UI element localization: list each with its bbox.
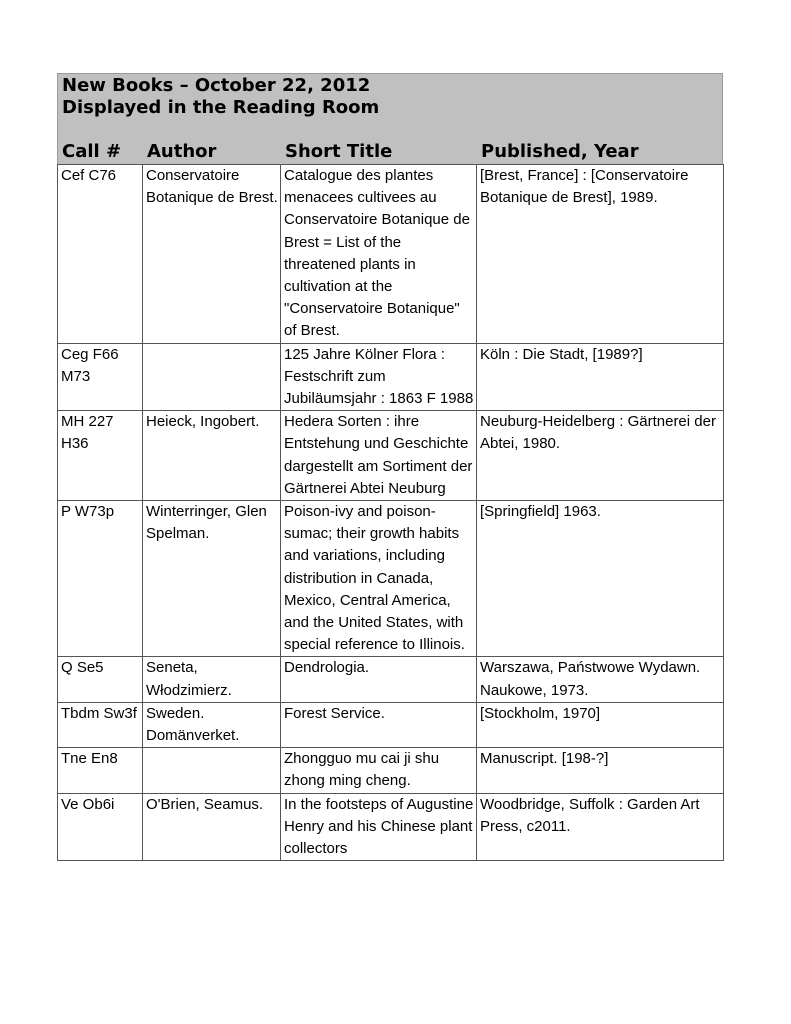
title-cell: Catalogue des plantes menacees cultivees au Conservatoire Botanique de Brest = List of the threatened plants in cultivation at the "Conservatoire Botanique" of Brest. (281, 165, 477, 344)
author-cell: Seneta, Włodzimierz. (143, 657, 281, 702)
author-cell: Conservatoire Botanique de Brest. (143, 165, 281, 344)
call-number-cell: Ve Ob6i (58, 793, 143, 861)
title-cell: Forest Service. (281, 702, 477, 747)
author-cell (143, 748, 281, 793)
call-number-cell: Tbdm Sw3f (58, 702, 143, 747)
table-row (58, 748, 724, 793)
title-cell: Poison-ivy and poison-sumac; their growth habits and variations, including distribution in Canada, Mexico, Central America, and the United States, with special reference to Illinois. (281, 501, 477, 657)
title-cell: 125 Jahre Kölner Flora : Festschrift zum Jubiläumsjahr : 1863 F 1988 (281, 343, 477, 411)
call-number-cell: Q Se5 (58, 657, 143, 702)
new-books-list (57, 73, 723, 861)
author-cell: Winterringer, Glen Spelman. (143, 501, 281, 657)
published-cell: Woodbridge, Suffolk : Garden Art Press, c2011. (477, 793, 724, 861)
published-cell: [Brest, France] : [Conservatoire Botanique de Brest], 1989. (477, 165, 724, 344)
author-cell: O'Brien, Seamus. (143, 793, 281, 861)
column-header-published: Published, Year (481, 141, 639, 162)
published-cell: [Springfield] 1963. (477, 501, 724, 657)
call-number-cell: Ceg F66 M73 (58, 343, 143, 411)
call-number-cell: MH 227 H36 (58, 411, 143, 501)
published-cell: Manuscript. [198-?] (477, 748, 724, 793)
table-row (58, 411, 724, 501)
author-cell: Sweden. Domänverket. (143, 702, 281, 747)
table-row (58, 343, 724, 411)
books-table (57, 164, 724, 861)
published-cell: [Stockholm, 1970] (477, 702, 724, 747)
table-row (58, 501, 724, 657)
page-subtitle: Displayed in the Reading Room (62, 97, 380, 118)
list-header (57, 73, 723, 164)
call-number-cell: Cef C76 (58, 165, 143, 344)
call-number-cell: P W73p (58, 501, 143, 657)
call-number-cell: Tne En8 (58, 748, 143, 793)
published-cell: Warszawa, Państwowe Wydawn. Naukowe, 1973. (477, 657, 724, 702)
author-cell (143, 343, 281, 411)
author-cell: Heieck, Ingobert. (143, 411, 281, 501)
table-row (58, 702, 724, 747)
column-header-author: Author (147, 141, 217, 162)
title-cell: Hedera Sorten : ihre Entstehung und Geschichte dargestellt am Sortiment der Gärtnerei Abtei Neuburg (281, 411, 477, 501)
title-cell: Zhongguo mu cai ji shu zhong ming cheng. (281, 748, 477, 793)
column-header-call: Call # (62, 141, 122, 162)
page-title: New Books – October 22, 2012 (62, 75, 371, 96)
table-row (58, 165, 724, 344)
title-cell: In the footsteps of Augustine Henry and his Chinese plant collectors (281, 793, 477, 861)
published-cell: Neuburg-Heidelberg : Gärtnerei der Abtei, 1980. (477, 411, 724, 501)
title-cell: Dendrologia. (281, 657, 477, 702)
column-header-title: Short Title (285, 141, 393, 162)
published-cell: Köln : Die Stadt, [1989?] (477, 343, 724, 411)
table-row (58, 793, 724, 861)
table-row (58, 657, 724, 702)
